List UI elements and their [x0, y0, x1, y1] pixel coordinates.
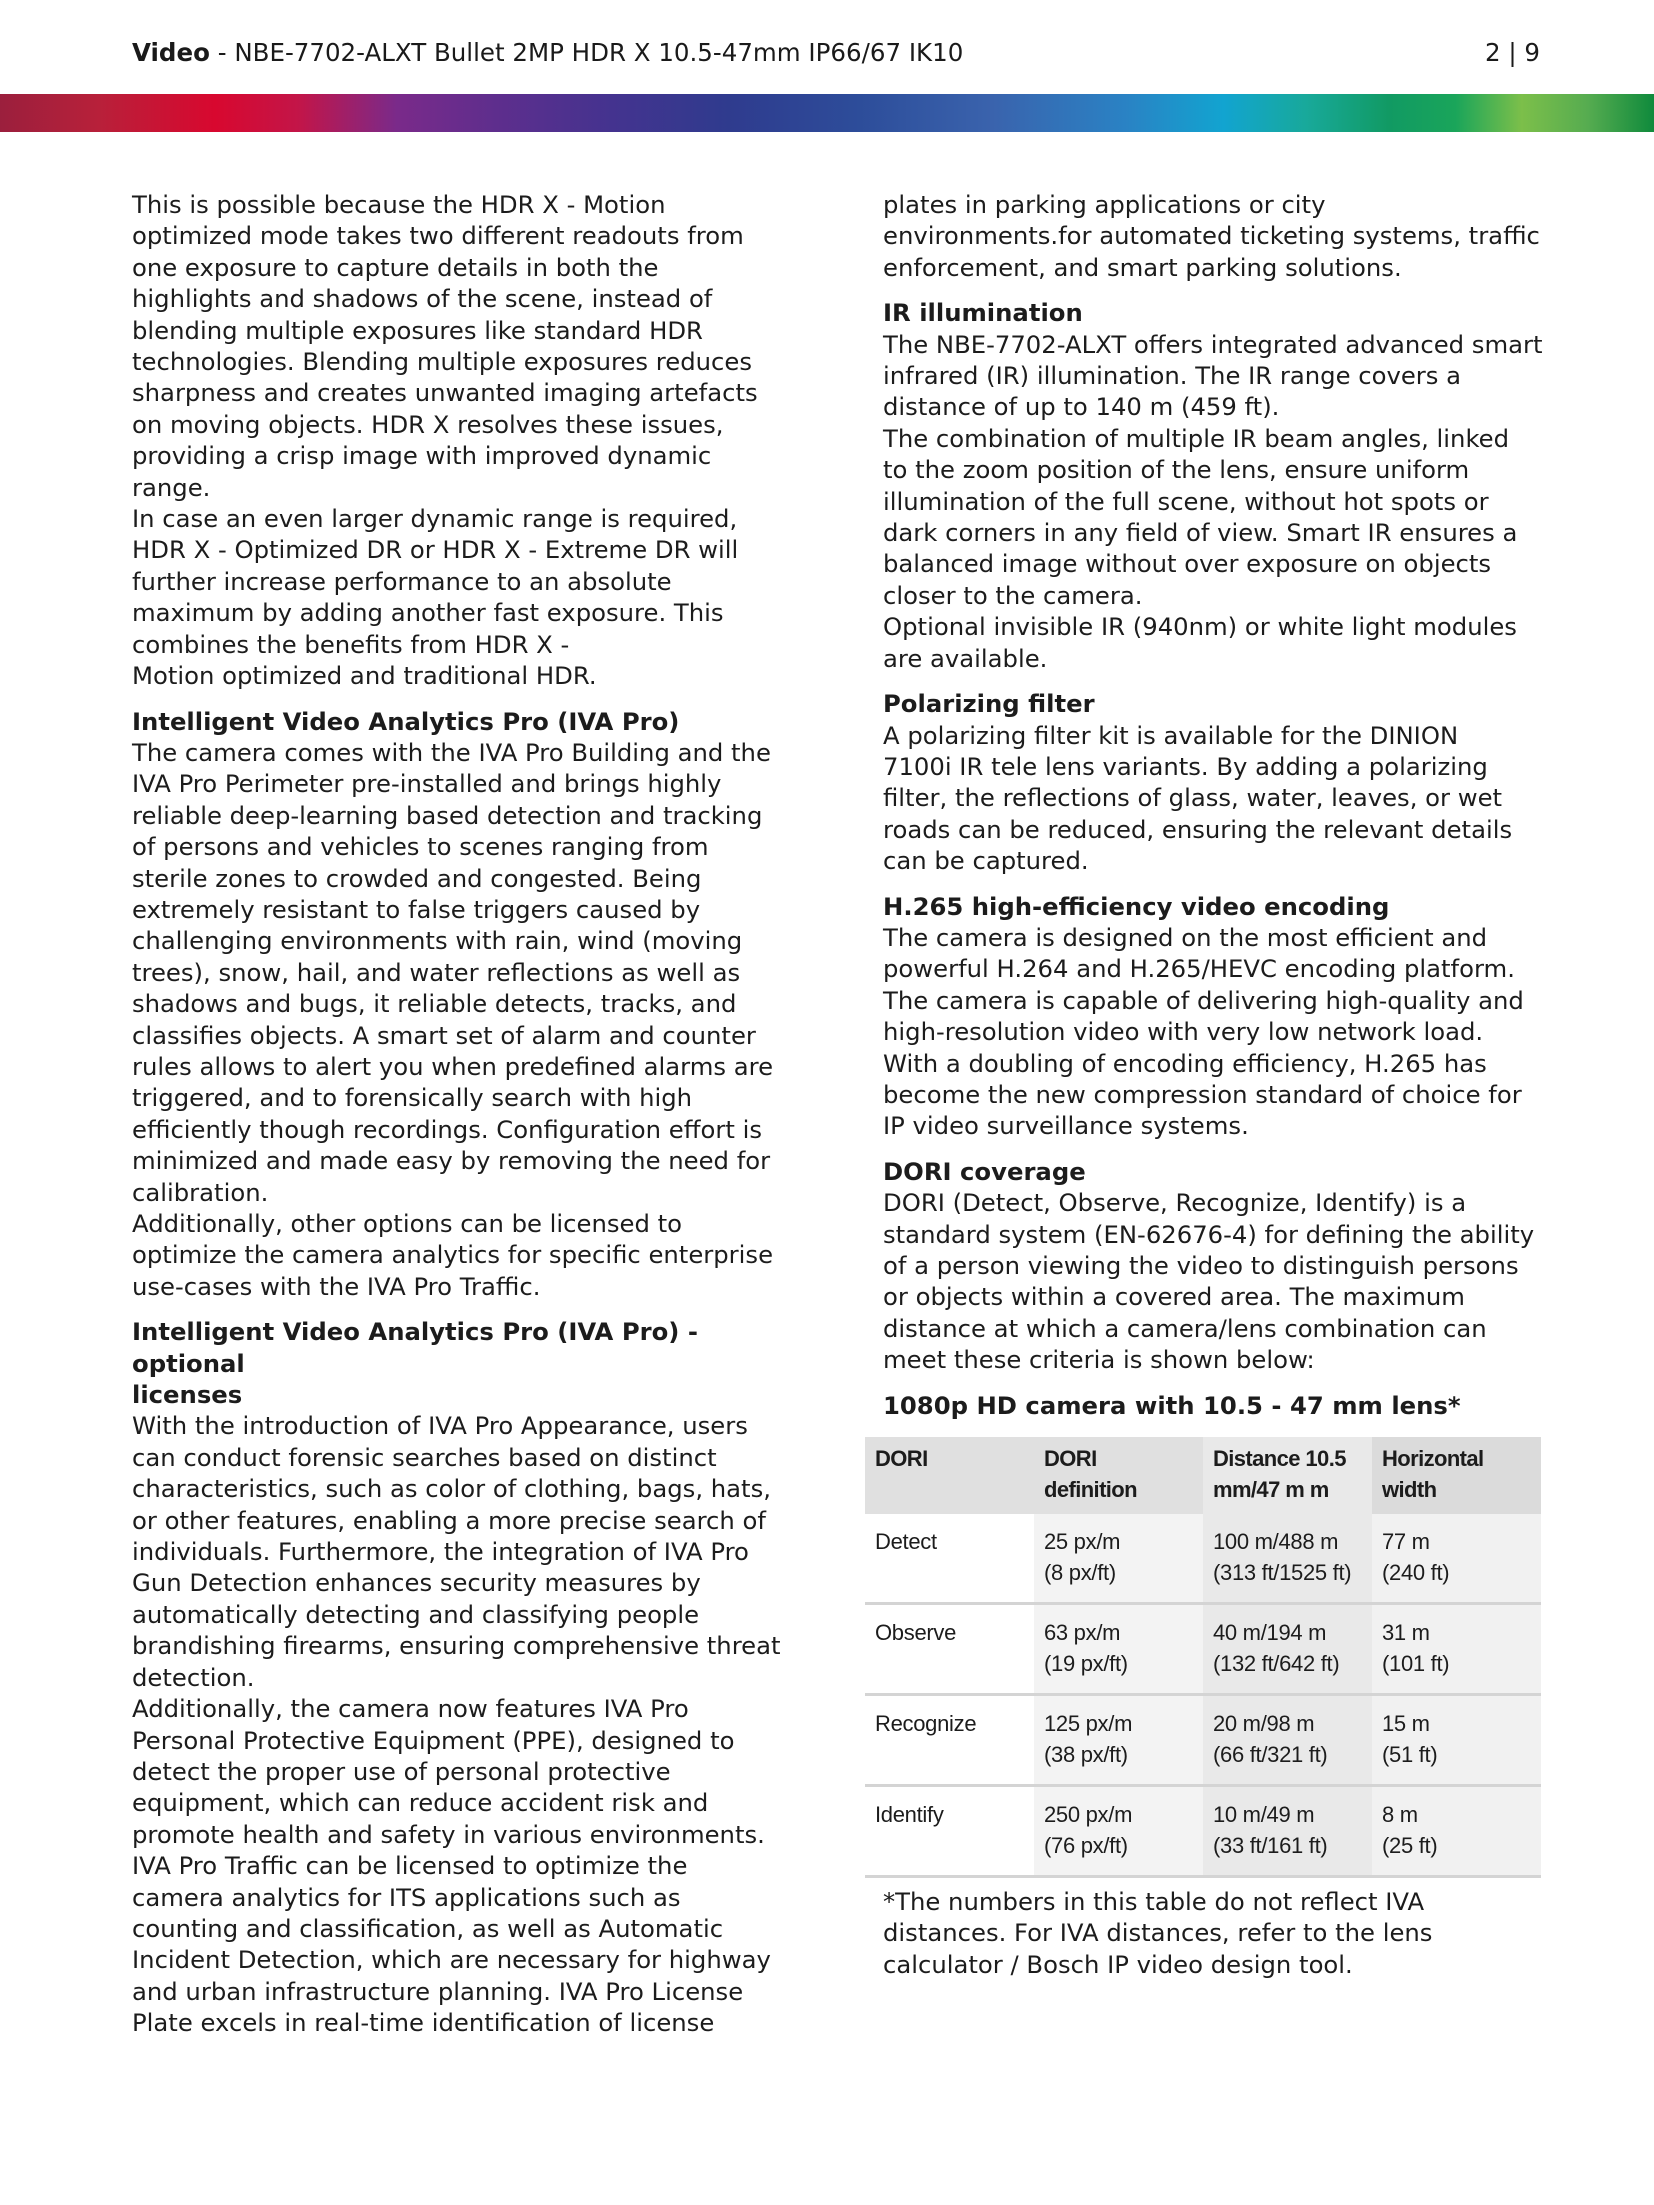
h265-heading: H.265 high-efficiency video encoding	[883, 891, 1390, 921]
dori-cell-level: Recognize	[865, 1695, 1034, 1786]
brand-color-bar	[0, 94, 1654, 132]
dori-header-definition: DORI definition	[1034, 1437, 1203, 1514]
dori-cell-definition: 125 px/m (38 px/ft)	[1034, 1695, 1203, 1786]
right-column	[875, 189, 1543, 2005]
dori-header-width: Horizontal width	[1372, 1437, 1541, 1514]
dori-cell-width: 8 m (25 ft)	[1372, 1786, 1541, 1877]
dori-paragraph: DORI (Detect, Observe, Recognize, Identify) is a standard system (EN-62676-4) for defining the ability of a person viewing the video to distinguish persons or objects within a covered area. The maximum distance at which a camera/lens combination can meet these criteria is shown below:	[883, 1188, 1535, 1375]
iva-pro-heading: Intelligent Video Analytics Pro (IVA Pro)	[132, 706, 680, 736]
dori-cell-distance: 10 m/49 m (33 ft/161 ft)	[1203, 1786, 1372, 1877]
dori-cell-definition: 250 px/m (76 px/ft)	[1034, 1786, 1203, 1877]
table-row	[865, 1514, 1541, 1604]
dori-table-title: 1080p HD camera with 10.5 - 47 mm lens*	[883, 1390, 1461, 1420]
header-title: - NBE-7702-ALXT Bullet 2MP HDR X 10.5-47mm IP66/67 IK10	[209, 38, 964, 67]
dori-cell-level: Detect	[865, 1514, 1034, 1604]
table-row	[865, 1786, 1541, 1877]
ir-illumination-heading: IR illumination	[883, 298, 1083, 328]
dori-cell-width: 77 m (240 ft)	[1372, 1514, 1541, 1604]
iva-pro-licenses-paragraph: With the introduction of IVA Pro Appearance, users can conduct forensic searches based on distinct characteristics, such as color of clothing, bags, hats, or other features, enabling a more precise search of individuals. Furthermore, the integration of IVA Pro Gun Detection enhances security measures by automatically detecting and classifying people brandishing firearms, ensuring comprehensive threat detection. Additionally, the camera now features IVA Pro Personal Protective Equipment (PPE), designed to detect the proper use of personal protective equipment, which can reduce accident risk and promote health and safety in various environments. IVA Pro Traffic can be licensed to optimize the camera analytics for ITS applications such as counting and classification, as well as Automatic Incident Detection, which are necessary for highway and urban infrastructure planning. IVA Pro License Plate excels in real-time identification of license	[132, 1411, 781, 2038]
dori-cell-distance: 20 m/98 m (66 ft/321 ft)	[1203, 1695, 1372, 1786]
dori-footnote: *The numbers in this table do not reflect IVA distances. For IVA distances, refer to the lens calculator / Bosch IP video design tool.	[883, 1887, 1433, 1979]
dori-cell-level: Observe	[865, 1604, 1034, 1695]
dori-table-header-row	[865, 1437, 1541, 1514]
iva-pro-licenses-heading: Intelligent Video Analytics Pro (IVA Pro) - optional licenses	[132, 1317, 698, 1410]
dori-cell-definition: 25 px/m (8 px/ft)	[1034, 1514, 1203, 1604]
header-category: Video	[132, 38, 210, 67]
license-plate-continuation: plates in parking applications or city environments.for automated ticketing systems, traffic enforcement, and smart parking solutions.	[883, 190, 1540, 282]
dori-cell-level: Identify	[865, 1786, 1034, 1877]
polarizing-filter-paragraph: A polarizing filter kit is available for the DINION 7100i IR tele lens variants. By adding a polarizing filter, the reflections of glass, water, leaves, or wet roads can be reduced, ensuring the relevant details can be captured.	[883, 720, 1513, 876]
dori-heading: DORI coverage	[883, 1156, 1086, 1186]
dori-cell-width: 15 m (51 ft)	[1372, 1695, 1541, 1786]
table-row	[865, 1604, 1541, 1695]
ir-illumination-paragraph: The NBE-7702-ALXT offers integrated advanced smart infrared (IR) illumination. The IR range covers a distance of up to 140 m (459 ft). The combination of multiple IR beam angles, linked to the zoom position of the lens, ensure uniform illumination of the full scene, without hot spots or dark corners in any field of view. Smart IR ensures a balanced image without over exposure on objects closer to the camera. Optional invisible IR (940nm) or white light modules are available.	[883, 329, 1543, 673]
h265-paragraph: The camera is designed on the most efficient and powerful H.264 and H.265/HEVC encoding platform. The camera is capable of delivering high-quality and high-resolution video with very low network load. With a doubling of encoding efficiency, H.265 has become the new compression standard of choice for IP video surveillance systems.	[883, 922, 1524, 1141]
dori-header-distance: Distance 10.5 mm/47 m m	[1203, 1437, 1372, 1514]
iva-pro-paragraph: The camera comes with the IVA Pro Building and the IVA Pro Perimeter pre-installed and brings highly reliable deep-learning based detection and tracking of persons and vehicles to scenes ranging from sterile zones to crowded and congested. Being extremely resistant to false triggers caused by challenging environments with rain, wind (moving trees), snow, hail, and water reflections as well as shadows and bugs, it reliable detects, tracks, and classifies objects. A smart set of alarm and counter rules allows to alert you when predefined alarms are triggered, and to forensically search with high efficiently though recordings. Configuration effort is minimized and made easy by removing the need for calibration. Additionally, other options can be licensed to optimize the camera analytics for specific enterprise use-cases with the IVA Pro Traffic.	[132, 737, 774, 1301]
left-column	[132, 189, 792, 2039]
polarizing-filter-heading: Polarizing filter	[883, 689, 1095, 719]
dori-cell-definition: 63 px/m (19 px/ft)	[1034, 1604, 1203, 1695]
dori-header-dori: DORI	[865, 1437, 1034, 1514]
dori-cell-width: 31 m (101 ft)	[1372, 1604, 1541, 1695]
dori-cell-distance: 40 m/194 m (132 ft/642 ft)	[1203, 1604, 1372, 1695]
table-row	[865, 1695, 1541, 1786]
hdr-x-paragraph: This is possible because the HDR X - Motion optimized mode takes two different readouts from one exposure to capture details in both the highlights and shadows of the scene, instead of blending multiple exposures like standard HDR technologies. Blending multiple exposures reduces sharpness and creates unwanted imaging artefacts on moving objects. HDR X resolves these issues, providing a crisp image with improved dynamic range. In case an even larger dynamic range is required, HDR X - Optimized DR or HDR X - Extreme DR will further increase performance to an absolute maximum by adding another fast exposure. This combines the benefits from HDR X - Motion optimized and traditional HDR.	[132, 190, 758, 691]
dori-table	[865, 1437, 1541, 1878]
dori-cell-distance: 100 m/488 m (313 ft/1525 ft)	[1203, 1514, 1372, 1604]
page-number: 2 | 9	[1484, 38, 1540, 67]
page-header	[132, 36, 1540, 72]
